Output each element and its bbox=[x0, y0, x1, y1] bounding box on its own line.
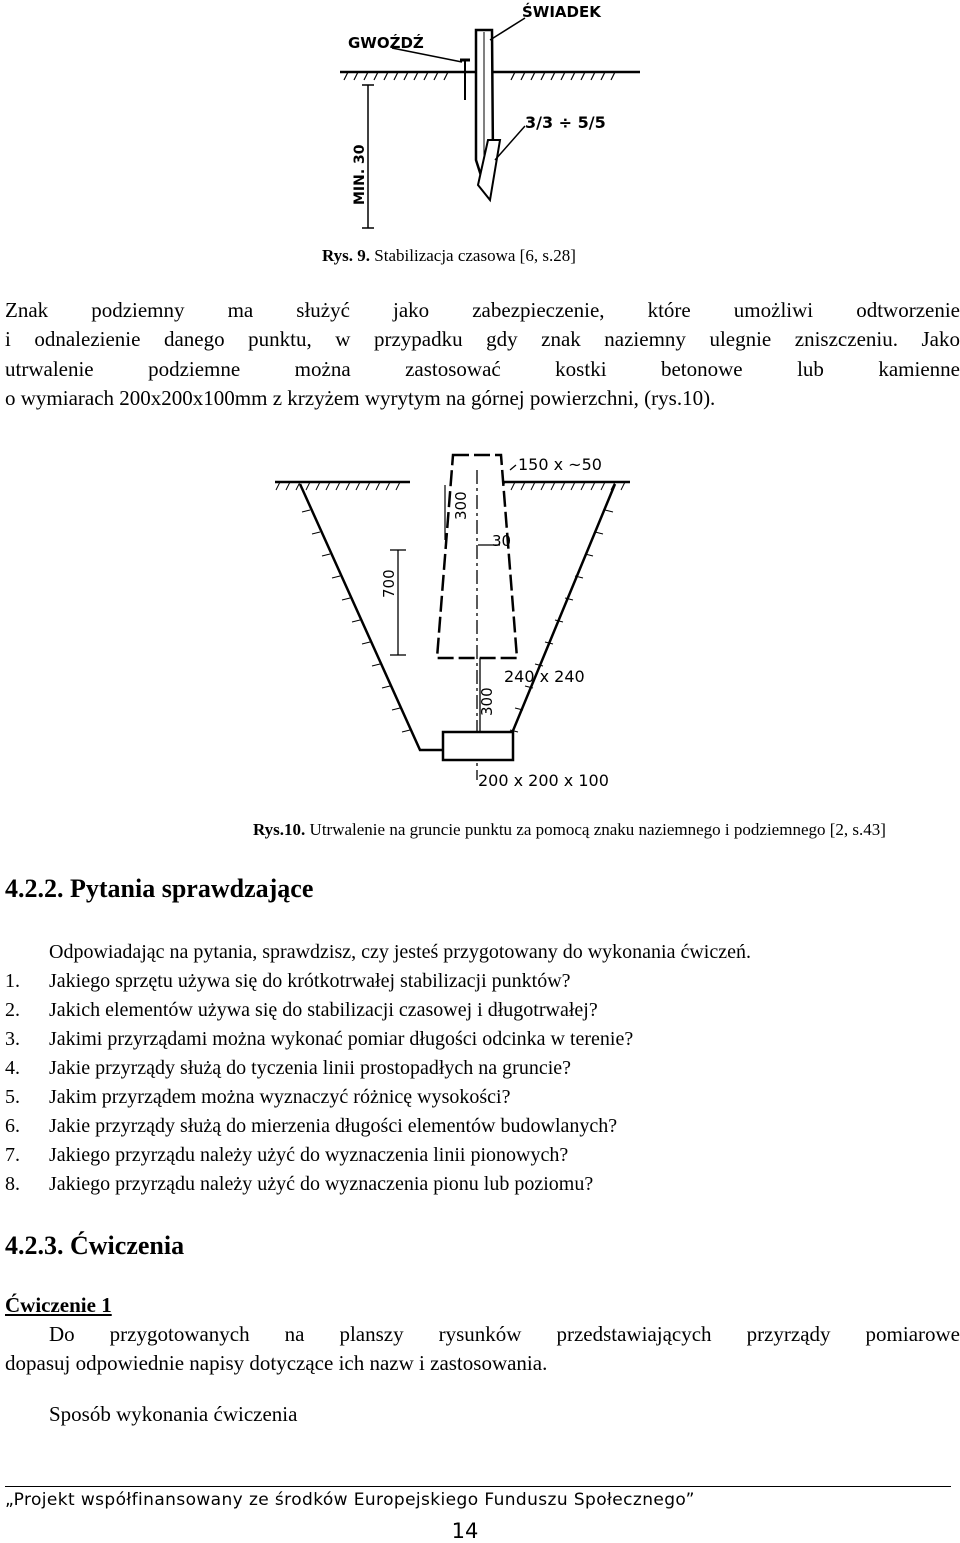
exercise-line: Do przygotowanych na planszy rysunków przedstawiających przyrządy pomiarowe bbox=[49, 1322, 960, 1346]
paragraph-line: utrwalenie podziemne można zastosować kostki betonowe lub kamienne bbox=[5, 356, 960, 381]
question-number: 8. bbox=[5, 1173, 20, 1195]
figure-9-temporary-stabilization bbox=[300, 0, 660, 240]
figure-9-caption bbox=[322, 246, 576, 266]
top-dim-label: 150 x ~50 bbox=[518, 455, 602, 474]
slope-label: 3/3 ÷ 5/5 bbox=[525, 113, 606, 132]
caption-prefix: Rys. 9. bbox=[322, 246, 371, 265]
question-item bbox=[5, 1086, 510, 1109]
question-item bbox=[5, 999, 598, 1022]
question-text: Jakimi przyrządami można wykonać pomiar długości odcinka w terenie? bbox=[49, 1028, 634, 1050]
section-heading-4-2-3: 4.2.3. Ćwiczenia bbox=[5, 1231, 185, 1260]
depth-label: MIN. 30 bbox=[352, 144, 368, 205]
figure-10-caption bbox=[253, 820, 886, 840]
question-number: 6. bbox=[5, 1115, 20, 1137]
question-text: Jakim przyrządem można wyznaczyć różnicę wysokości? bbox=[49, 1086, 511, 1108]
footer-text: „Projekt współfinansowany ze środków Europejskiego Funduszu Społecznego” bbox=[5, 1490, 695, 1510]
question-number: 4. bbox=[5, 1057, 20, 1079]
question-text: Jakiego sprzętu używa się do krótkotrwałej stabilizacji punktów? bbox=[49, 970, 571, 992]
caption-text: Utrwalenie na gruncie punktu za pomocą znaku naziemnego i podziemnego [2, s.43] bbox=[309, 820, 886, 839]
dim-300-lower: 300 bbox=[478, 687, 496, 716]
exercise-line: dopasuj odpowiednie napisy dotyczące ich nazw i zastosowania. bbox=[5, 1351, 548, 1376]
bottom-dim-label: 200 x 200 x 100 bbox=[478, 771, 609, 790]
question-text: Jakiego przyrządu należy użyć do wyznaczenia linii pionowych? bbox=[49, 1144, 569, 1166]
body-paragraph bbox=[5, 296, 960, 413]
question-number: 1. bbox=[5, 970, 20, 992]
paragraph-line: o wymiarach 200x200x100mm z krzyżem wyrytym na górnej powierzchni, (rys.10). bbox=[5, 385, 716, 410]
nail-label: GWOŹDŹ bbox=[348, 34, 424, 52]
question-text: Jakie przyrządy służą do tyczenia linii prostopadłych na gruncie? bbox=[49, 1057, 572, 1079]
question-number: 7. bbox=[5, 1144, 20, 1166]
paragraph-line: Znak podziemny ma służyć jako zabezpieczenie, które umożliwi odtworzenie bbox=[5, 298, 960, 322]
question-item bbox=[5, 1173, 593, 1196]
figure-10-marker-diagram bbox=[270, 450, 690, 795]
footer-divider bbox=[5, 1486, 951, 1487]
exercise-method-heading: Sposób wykonania ćwiczenia bbox=[49, 1402, 298, 1426]
question-number: 3. bbox=[5, 1028, 20, 1050]
question-number: 5. bbox=[5, 1086, 20, 1108]
question-item bbox=[5, 1144, 568, 1167]
question-item bbox=[5, 970, 571, 993]
caption-prefix: Rys.10. bbox=[253, 820, 306, 839]
question-text: Jakie przyrządy służą do mierzenia długości elementów budowlanych? bbox=[49, 1115, 618, 1137]
dim-300-upper: 300 bbox=[452, 491, 470, 520]
question-item bbox=[5, 1057, 571, 1080]
dim-700-label: 700 bbox=[380, 569, 398, 598]
question-item bbox=[5, 1028, 633, 1051]
page-number: 14 bbox=[451, 1519, 479, 1543]
question-item bbox=[5, 1115, 617, 1138]
exercise-title: Ćwiczenie 1 bbox=[5, 1293, 112, 1317]
questions-intro: Odpowiadając na pytania, sprawdzisz, czy jesteś przygotowany do wykonania ćwiczeń. bbox=[49, 941, 751, 963]
exercise-description bbox=[5, 1320, 960, 1379]
question-number: 2. bbox=[5, 999, 20, 1021]
paragraph-line: i odnalezienie danego punktu, w przypadku gdy znak naziemny ulegnie zniszczeniu. Jako bbox=[5, 327, 960, 352]
dim-240-label: 240 x 240 bbox=[504, 667, 585, 686]
caption-text: Stabilizacja czasowa [6, s.28] bbox=[374, 246, 576, 265]
section-heading-4-2-2: 4.2.2. Pytania sprawdzające bbox=[5, 874, 314, 903]
witness-label: ŚWIADEK bbox=[522, 3, 601, 21]
question-text: Jakiego przyrządu należy użyć do wyznaczenia pionu lub poziomu? bbox=[49, 1173, 594, 1195]
dim-30-label: 30 bbox=[492, 532, 512, 550]
question-text: Jakich elementów używa się do stabilizacji czasowej i długotrwałej? bbox=[49, 999, 598, 1021]
